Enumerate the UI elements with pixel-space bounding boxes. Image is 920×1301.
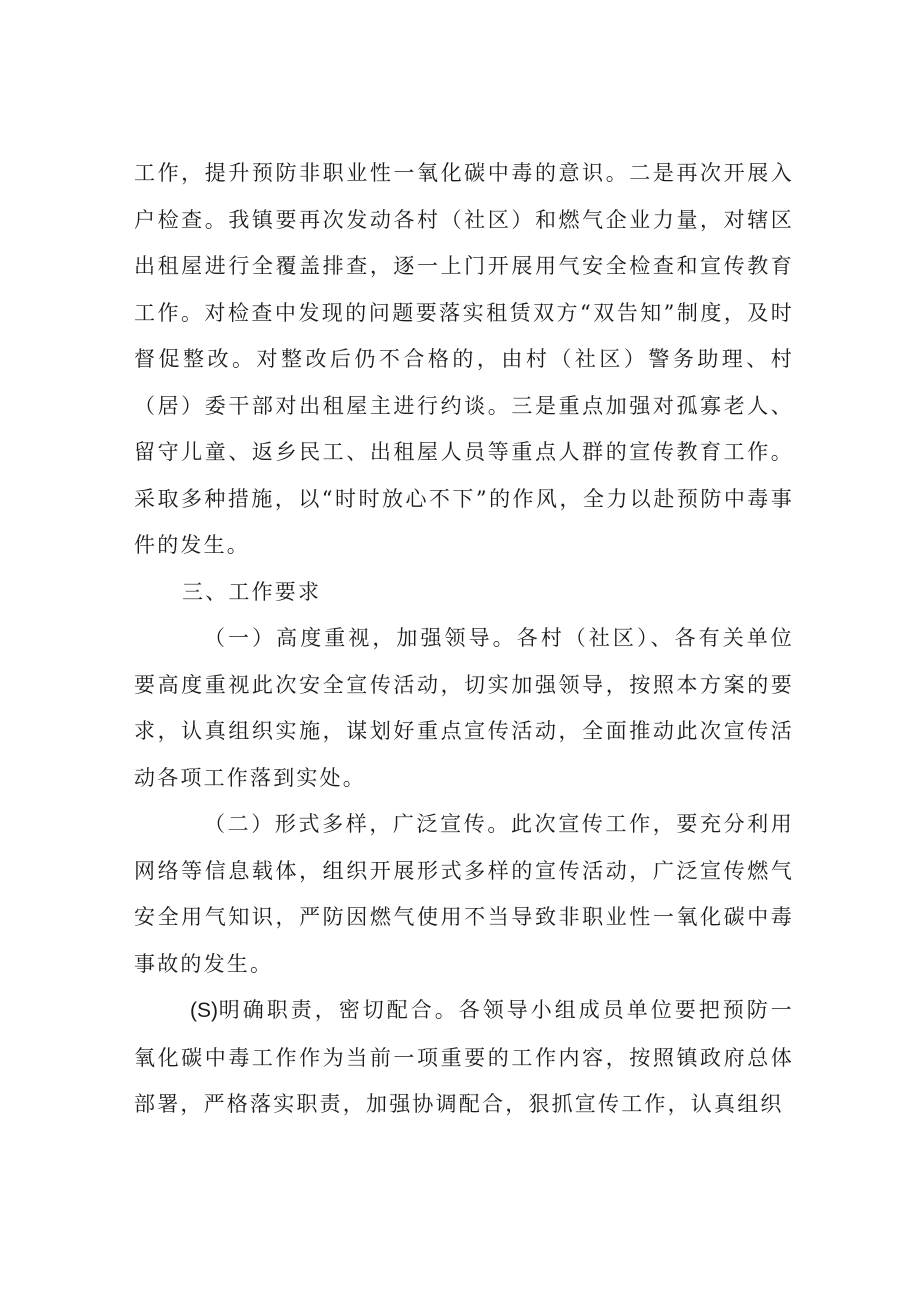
item-3-marker: (S)	[190, 999, 218, 1022]
document-body	[134, 150, 794, 1128]
paragraph-item-3	[134, 987, 794, 1128]
section-heading-work-requirements: 三、工作要求	[182, 579, 322, 604]
item-3-text: 明确职责，密切配合。各领导小组成员单位要把预防一氧化碳中毒工作作为当前一项重要的工作内容，按照镇政府总体部署，严格落实职责，加强协调配合，狠抓宣传工作，认真组织	[134, 998, 794, 1116]
paragraph-item-1: （一）高度重视，加强领导。各村（社区）、各有关单位要高度重视此次安全宣传活动，切实加强领导，按照本方案的要求，认真组织实施，谋划好重点宣传活动，全面推动此次宣传活动各项工作落到实处。	[134, 626, 794, 790]
paragraph-item-2: （二）形式多样，广泛宣传。此次宣传工作，要充分利用网络等信息载体，组织开展形式多样的宣传活动，广泛宣传燃气安全用气知识，严防因燃气使用不当导致非职业性一氧化碳中毒事故的发生。	[134, 812, 794, 976]
paragraph-continuation: 工作，提升预防非职业性一氧化碳中毒的意识。二是再次开展入户检查。我镇要再次发动各村（社区）和燃气企业力量，对辖区出租屋进行全覆盖排查，逐一上门开展用气安全检查和宣传教育工作。对检查中发现的问题要落实租赁双方“双告知”制度，及时督促整改。对整改后仍不合格的，由村（社区）警务助理、村（居）委干部对出租屋主进行约谈。三是重点加强对孤寡老人、留守儿童、返乡民工、出租屋人员等重点人群的宣传教育工作。采取多种措施，以“时时放心不下”的作风，全力以赴预防中毒事件的发生。	[134, 161, 794, 557]
